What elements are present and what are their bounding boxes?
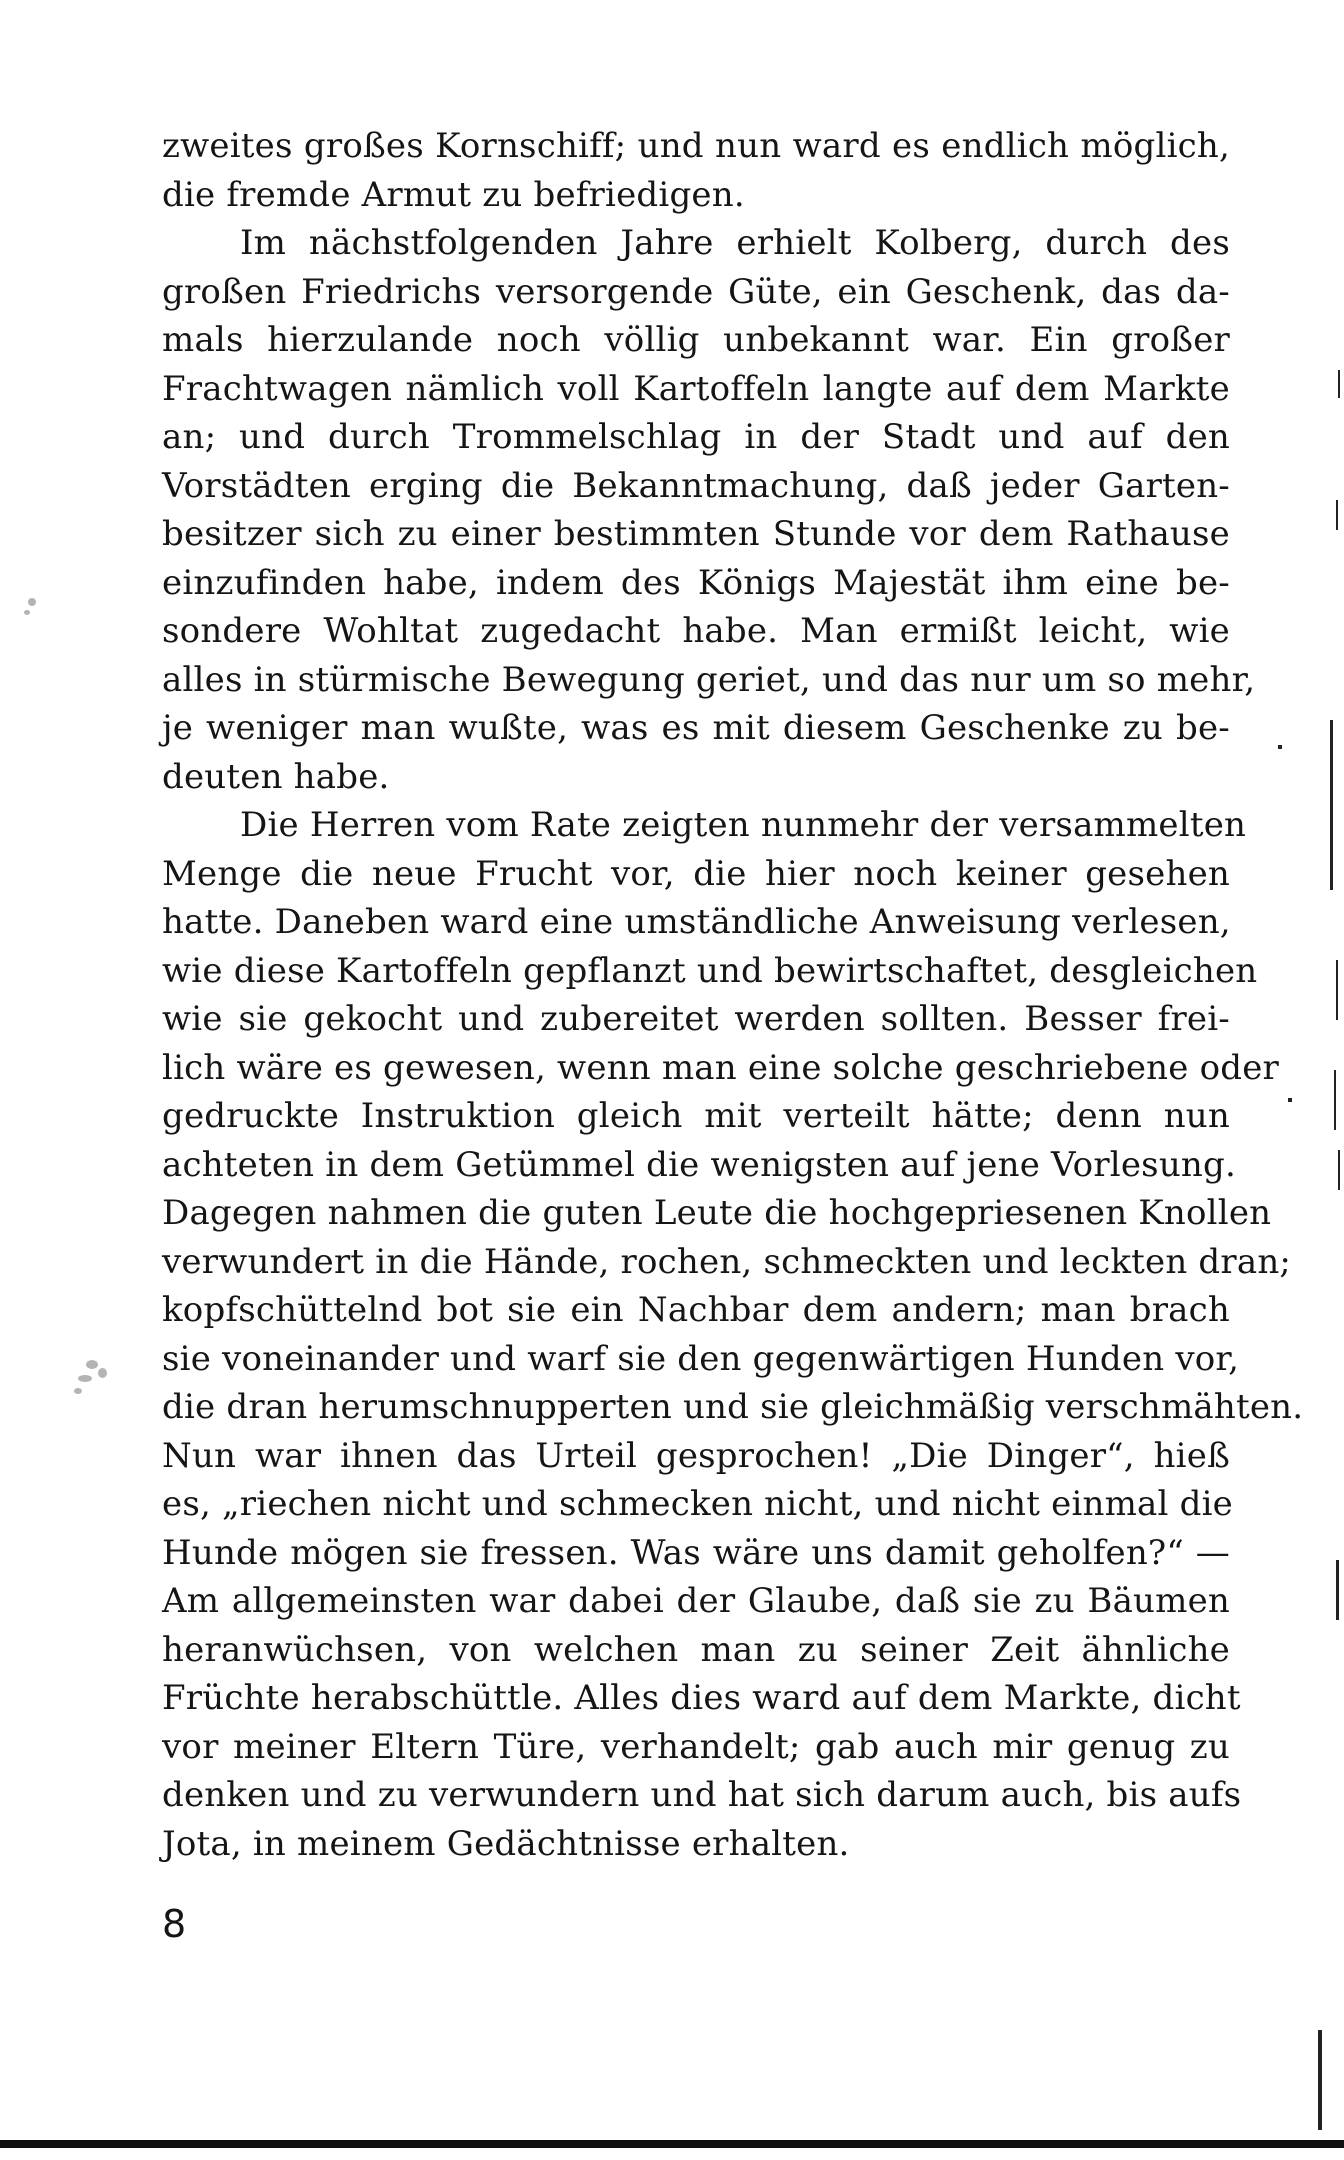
- scan-mark: [1278, 745, 1282, 749]
- text-line: großen Friedrichs versorgende Güte, ein Geschenk, das da-: [162, 271, 1230, 312]
- body-text: [162, 122, 1304, 1868]
- scan-mark: [1336, 500, 1338, 530]
- scan-mark: [1336, 960, 1338, 1020]
- text-line: alles in stürmische Bewegung geriet, und das nur um so mehr,: [162, 659, 1256, 700]
- text-line: mals hierzulande noch völlig unbekannt war. Ein großer: [162, 320, 1230, 360]
- scan-speck: [78, 1375, 92, 1382]
- scan-mark: [1330, 720, 1333, 890]
- text-line: denken und zu verwundern und hat sich darum auch, bis aufs: [162, 1775, 1242, 1815]
- scan-speck: [24, 610, 30, 615]
- text-line: Am allgemeinsten war dabei der Glaube, daß sie zu Bäumen: [162, 1581, 1230, 1621]
- scan-mark: [1336, 1560, 1339, 1620]
- text-line: gedruckte Instruktion gleich mit verteilt hätte; denn nun: [162, 1096, 1230, 1136]
- text-line: je weniger man wußte, was es mit diesem Geschenke zu be-: [162, 708, 1230, 748]
- text-line: Früchte herabschüttle. Alles dies ward auf dem Markte, dicht: [162, 1678, 1241, 1718]
- scan-speck: [86, 1360, 98, 1369]
- text-line: kopfschüttelnd bot sie ein Nachbar dem andern; man brach: [162, 1290, 1230, 1330]
- scan-speck: [98, 1368, 107, 1378]
- text-line: besitzer sich zu einer bestimmten Stunde vor dem Rathause: [162, 514, 1230, 554]
- text-line: verwundert in die Hände, rochen, schmeckten und leckten dran;: [162, 1241, 1292, 1282]
- text-line: hatte. Daneben ward eine umständliche Anweisung verlesen,: [162, 902, 1231, 942]
- text-line: an; und durch Trommelschlag in der Stadt und auf den: [162, 417, 1230, 457]
- scan-mark: [1334, 1070, 1336, 1130]
- paragraph-start-line: Die Herren vom Rate zeigten nunmehr der versammelten: [240, 805, 1247, 845]
- text-line: sie voneinander und warf sie den gegenwärtigen Hunden vor,: [162, 1338, 1240, 1379]
- text-line: Hunde mögen sie fressen. Was wäre uns damit geholfen?“ —: [162, 1532, 1230, 1573]
- text-line: Jota, in meinem Gedächtnisse erhalten.: [162, 1823, 850, 1864]
- scan-speck: [28, 598, 36, 606]
- scan-mark: [1318, 2030, 1322, 2130]
- scan-mark: [1338, 1150, 1340, 1190]
- text-line: vor meiner Eltern Türe, verhandelt; gab auch mir genug zu: [162, 1726, 1230, 1767]
- text-line: sondere Wohltat zugedacht habe. Man ermißt leicht, wie: [162, 611, 1230, 651]
- text-line: heranwüchsen, von welchen man zu seiner Zeit ähnliche: [162, 1629, 1230, 1670]
- text-line: lich wäre es gewesen, wenn man eine solche geschriebene oder: [162, 1047, 1279, 1088]
- page-number: 8: [162, 1902, 187, 1946]
- scan-mark: [1338, 370, 1340, 398]
- text-line: achteten in dem Getümmel die wenigsten auf jene Vorlesung.: [162, 1144, 1237, 1185]
- text-line: zweites großes Kornschiff; und nun ward es endlich möglich,: [162, 126, 1230, 166]
- text-line: Vorstädten erging die Bekanntmachung, daß jeder Garten-: [162, 465, 1230, 506]
- scan-mark: [1288, 1098, 1292, 1102]
- text-line: wie sie gekocht und zubereitet werden sollten. Besser frei-: [162, 999, 1230, 1039]
- text-line: Nun war ihnen das Urteil gesprochen! „Die Dinger“, hieß: [162, 1435, 1230, 1476]
- text-line: es, „riechen nicht und schmecken nicht, und nicht einmal die: [162, 1484, 1233, 1524]
- text-line: Frachtwagen nämlich voll Kartoffeln langte auf dem Markte: [162, 368, 1230, 409]
- scan-speck: [74, 1388, 82, 1394]
- text-line: Dagegen nahmen die guten Leute die hochgepriesenen Knollen: [162, 1193, 1272, 1233]
- page-bottom-edge: [0, 2140, 1344, 2148]
- text-line: einzufinden habe, indem des Königs Majestät ihm eine be-: [162, 562, 1230, 603]
- text-line: die dran herumschnupperten und sie gleichmäßig verschmähten.: [162, 1387, 1304, 1427]
- text-line: deuten habe.: [162, 756, 390, 797]
- text-line: die fremde Armut zu befriedigen.: [162, 174, 745, 215]
- paragraph-start-line: Im nächstfolgenden Jahre erhielt Kolberg, durch des: [240, 223, 1230, 263]
- text-line: wie diese Kartoffeln gepflanzt und bewirtschaftet, desgleichen: [162, 950, 1258, 991]
- text-line: Menge die neue Frucht vor, die hier noch keiner gesehen: [162, 853, 1230, 894]
